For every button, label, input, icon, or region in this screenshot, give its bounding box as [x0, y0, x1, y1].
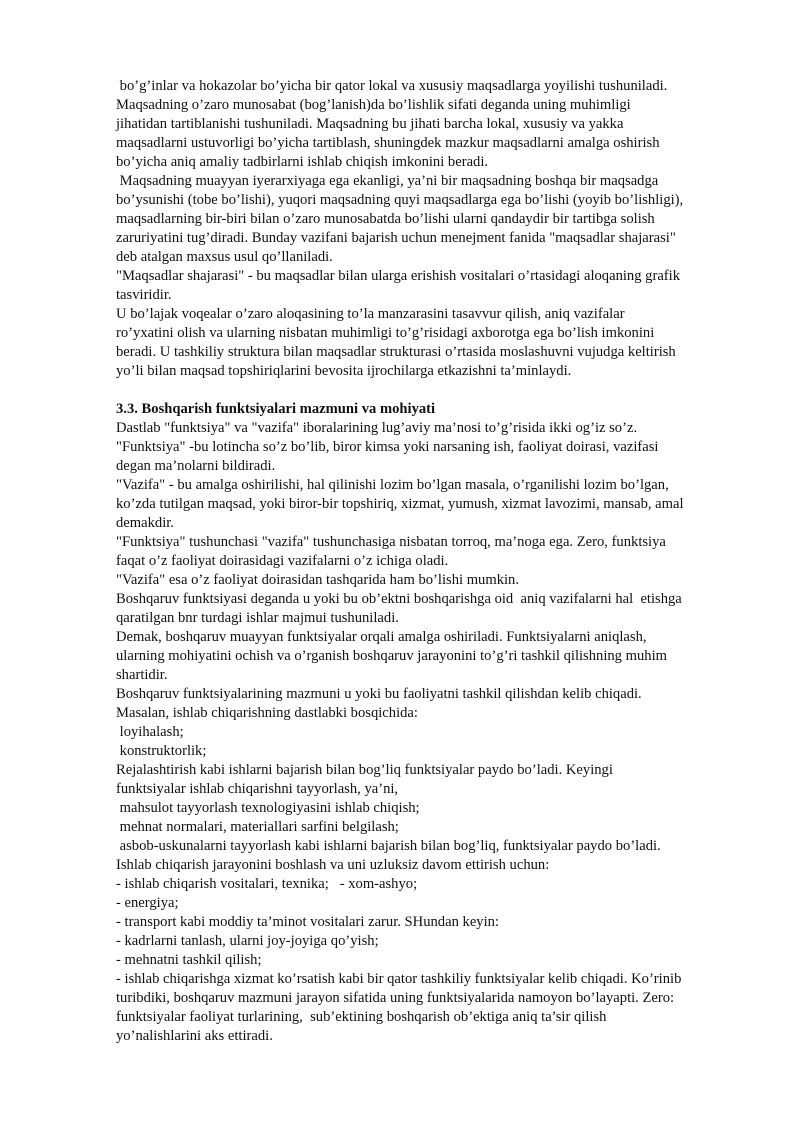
text-line: Dastlab "funktsiya" va "vazifa" iboralarining lug’aviy ma’nosi to’g’risida ikki og’iz so’z. [116, 420, 638, 436]
intro-text [116, 77, 746, 381]
text-line: ularning mohiyatini ochish va o’rganish boshqaruv jarayonini to’g’ri tashkil qilishning muhim [116, 648, 667, 664]
text-line: tasviridir. [116, 287, 172, 303]
text-line: Maqsadning muayyan iyerarxiyaga ega ekanligi, ya’ni bir maqsadning boshqa bir maqsadga [116, 173, 659, 189]
text-line: yo’li bilan maqsad topshiriqlarini bevosita ijrochilarga etkazishni ta’minlaydi. [116, 363, 572, 379]
text-line: bo’ysunishi (tobe bo’lishi), yuqori maqsadning quyi maqsadlarga ega bo’lishi (yoyib bo’lishligi), [116, 192, 684, 208]
text-line: beradi. U tashkiliy struktura bilan maqsadlar strukturasi o’rtasida moslashuvni vujudga keltirish [116, 344, 676, 360]
text-line: turibdiki, boshqaruv mazmuni jarayon sifatida uning funktsiyalarida namoyon bo’layapti. Zero: [116, 990, 675, 1006]
paragraph-gap [116, 381, 746, 400]
list-item: mehnat normalari, materiallari sarfini belgilash; [116, 819, 399, 835]
text-line: bo’yicha aniq amaliy tadbirlarni ishlab chiqish imkonini beradi. [116, 154, 489, 170]
text-line: "Vazifa" - bu amalga oshirilishi, hal qilinishi lozim bo’lgan masala, o’rganilishi lozim bo’lgan, [116, 477, 669, 493]
list-item: konstruktorlik; [116, 743, 207, 759]
section-heading: 3.3. Boshqarish funktsiyalari mazmuni va mohiyati [116, 401, 436, 417]
text-line: zaruriyatini tug’diradi. Bunday vazifani bajarish uchun menejment fanida "maqsadlar shajarasi" [116, 230, 676, 246]
text-line: funktsiyalar faoliyat turlarining, sub’ektining boshqarish ob’ektiga aniq ta’sir qilish [116, 1009, 607, 1025]
list-item: loyihalash; [116, 724, 184, 740]
text-line: Rejalashtirish kabi ishlarni bajarish bilan bog’liq funktsiyalar paydo bo’ladi. Keyingi [116, 762, 613, 778]
text-line: Demak, boshqaruv muayyan funktsiyalar orqali amalga oshiriladi. Funktsiyalarni aniqlash, [116, 629, 647, 645]
list-item: mahsulot tayyorlash texnologiyasini ishlab chiqish; [116, 800, 420, 816]
text-line: ko’zda tutilgan maqsad, yoki biror-bir topshiriq, xizmat, yumush, xizmat lavozimi, mansab, amal [116, 496, 684, 512]
text-line: "Vazifa" esa o’z faoliyat doirasidan tashqarida ham bo’lishi mumkin. [116, 572, 519, 588]
list-item: - ishlab chiqarishga xizmat ko’rsatish kabi bir qator tashkiliy funktsiyalar kelib chiqadi. Ko’rinib [116, 971, 682, 987]
text-line: "Funktsiya" tushunchasi "vazifa" tushunchasiga nisbatan torroq, ma’noga ega. Zero, funktsiya [116, 534, 666, 550]
text-line: Masalan, ishlab chiqarishning dastlabki bosqichida: [116, 705, 418, 721]
list-item: - transport kabi moddiy ta’minot vositalari zarur. SHundan keyin: [116, 914, 500, 930]
list-item: - kadrlarni tanlash, ularni joy-joyiga qo’yish; [116, 933, 379, 949]
list-item: - mehnatni tashkil qilish; [116, 952, 262, 968]
text-line: "Maqsadlar shajarasi" - bu maqsadlar bilan ularga erishish vositalari o’rtasidagi aloqaning grafik [116, 268, 681, 284]
text-line: faqat o’z faoliyat doirasidagi vazifalarni o’z ichiga oladi. [116, 553, 449, 569]
text-line: maqsadlarning bir-biri bilan o’zaro munosabatda bo’lishi ularni qandaydir bir tartibga solish [116, 211, 655, 227]
text-line: jihatidan tartiblanishi tushuniladi. Maqsadning bu jihati barcha lokal, xususiy va yakka [116, 116, 624, 132]
text-line: funktsiyalar ishlab chiqarishni tayyorlash, ya’ni, [116, 781, 399, 797]
list-item: asbob-uskunalarni tayyorlash kabi ishlarni bajarish bilan bog’liq, funktsiyalar paydo bo’ladi. [116, 838, 661, 854]
text-line: bo’g’inlar va hokazolar bo’yicha bir qator lokal va xususiy maqsadlarga yoyilishi tushuniladi. [116, 78, 668, 94]
text-line: shartidir. [116, 667, 168, 683]
text-line: Boshqaruv funktsiyasi deganda u yoki bu ob’ektni boshqarishga oid aniq vazifalarni hal etishga [116, 591, 682, 607]
text-line: deb atalgan maxsus usul qo’llaniladi. [116, 249, 333, 265]
document-page [116, 77, 746, 1046]
section-body [116, 419, 746, 1046]
text-line: Boshqaruv funktsiyalarining mazmuni u yoki bu faoliyatni tashkil qilishdan kelib chiqadi. [116, 686, 642, 702]
text-line: yo’nalishlarini aks ettiradi. [116, 1028, 273, 1044]
text-line: demakdir. [116, 515, 174, 531]
list-item: - energiya; [116, 895, 179, 911]
text-line: U bo’lajak voqealar o’zaro aloqasining to’la manzarasini tasavvur qilish, aniq vazifalar [116, 306, 625, 322]
text-line: Maqsadning o’zaro munosabat (bog’lanish)da bo’lishlik sifati deganda uning muhimligi [116, 97, 631, 113]
text-line: maqsadlarni ustuvorligi bo’yicha tartiblash, shuningdek mazkur maqsadlarni amalga oshirish [116, 135, 660, 151]
list-item: - ishlab chiqarish vositalari, texnika; - xom-ashyo; [116, 876, 418, 892]
text-line: "Funktsiya" -bu lotincha so’z bo’lib, biror kimsa yoki narsaning ish, faoliyat doirasi, vazifasi [116, 439, 659, 455]
text-line: ro’yxatini olish va ularning nisbatan muhimligi to’g’risidagi axborotga ega bo’lish imkonini [116, 325, 655, 341]
text-line: qaratilgan bnr turdagi ishlar majmui tushuniladi. [116, 610, 399, 626]
text-line: Ishlab chiqarish jarayonini boshlash va uni uzluksiz davom ettirish uchun: [116, 857, 550, 873]
text-line: degan ma’nolarni bildiradi. [116, 458, 276, 474]
